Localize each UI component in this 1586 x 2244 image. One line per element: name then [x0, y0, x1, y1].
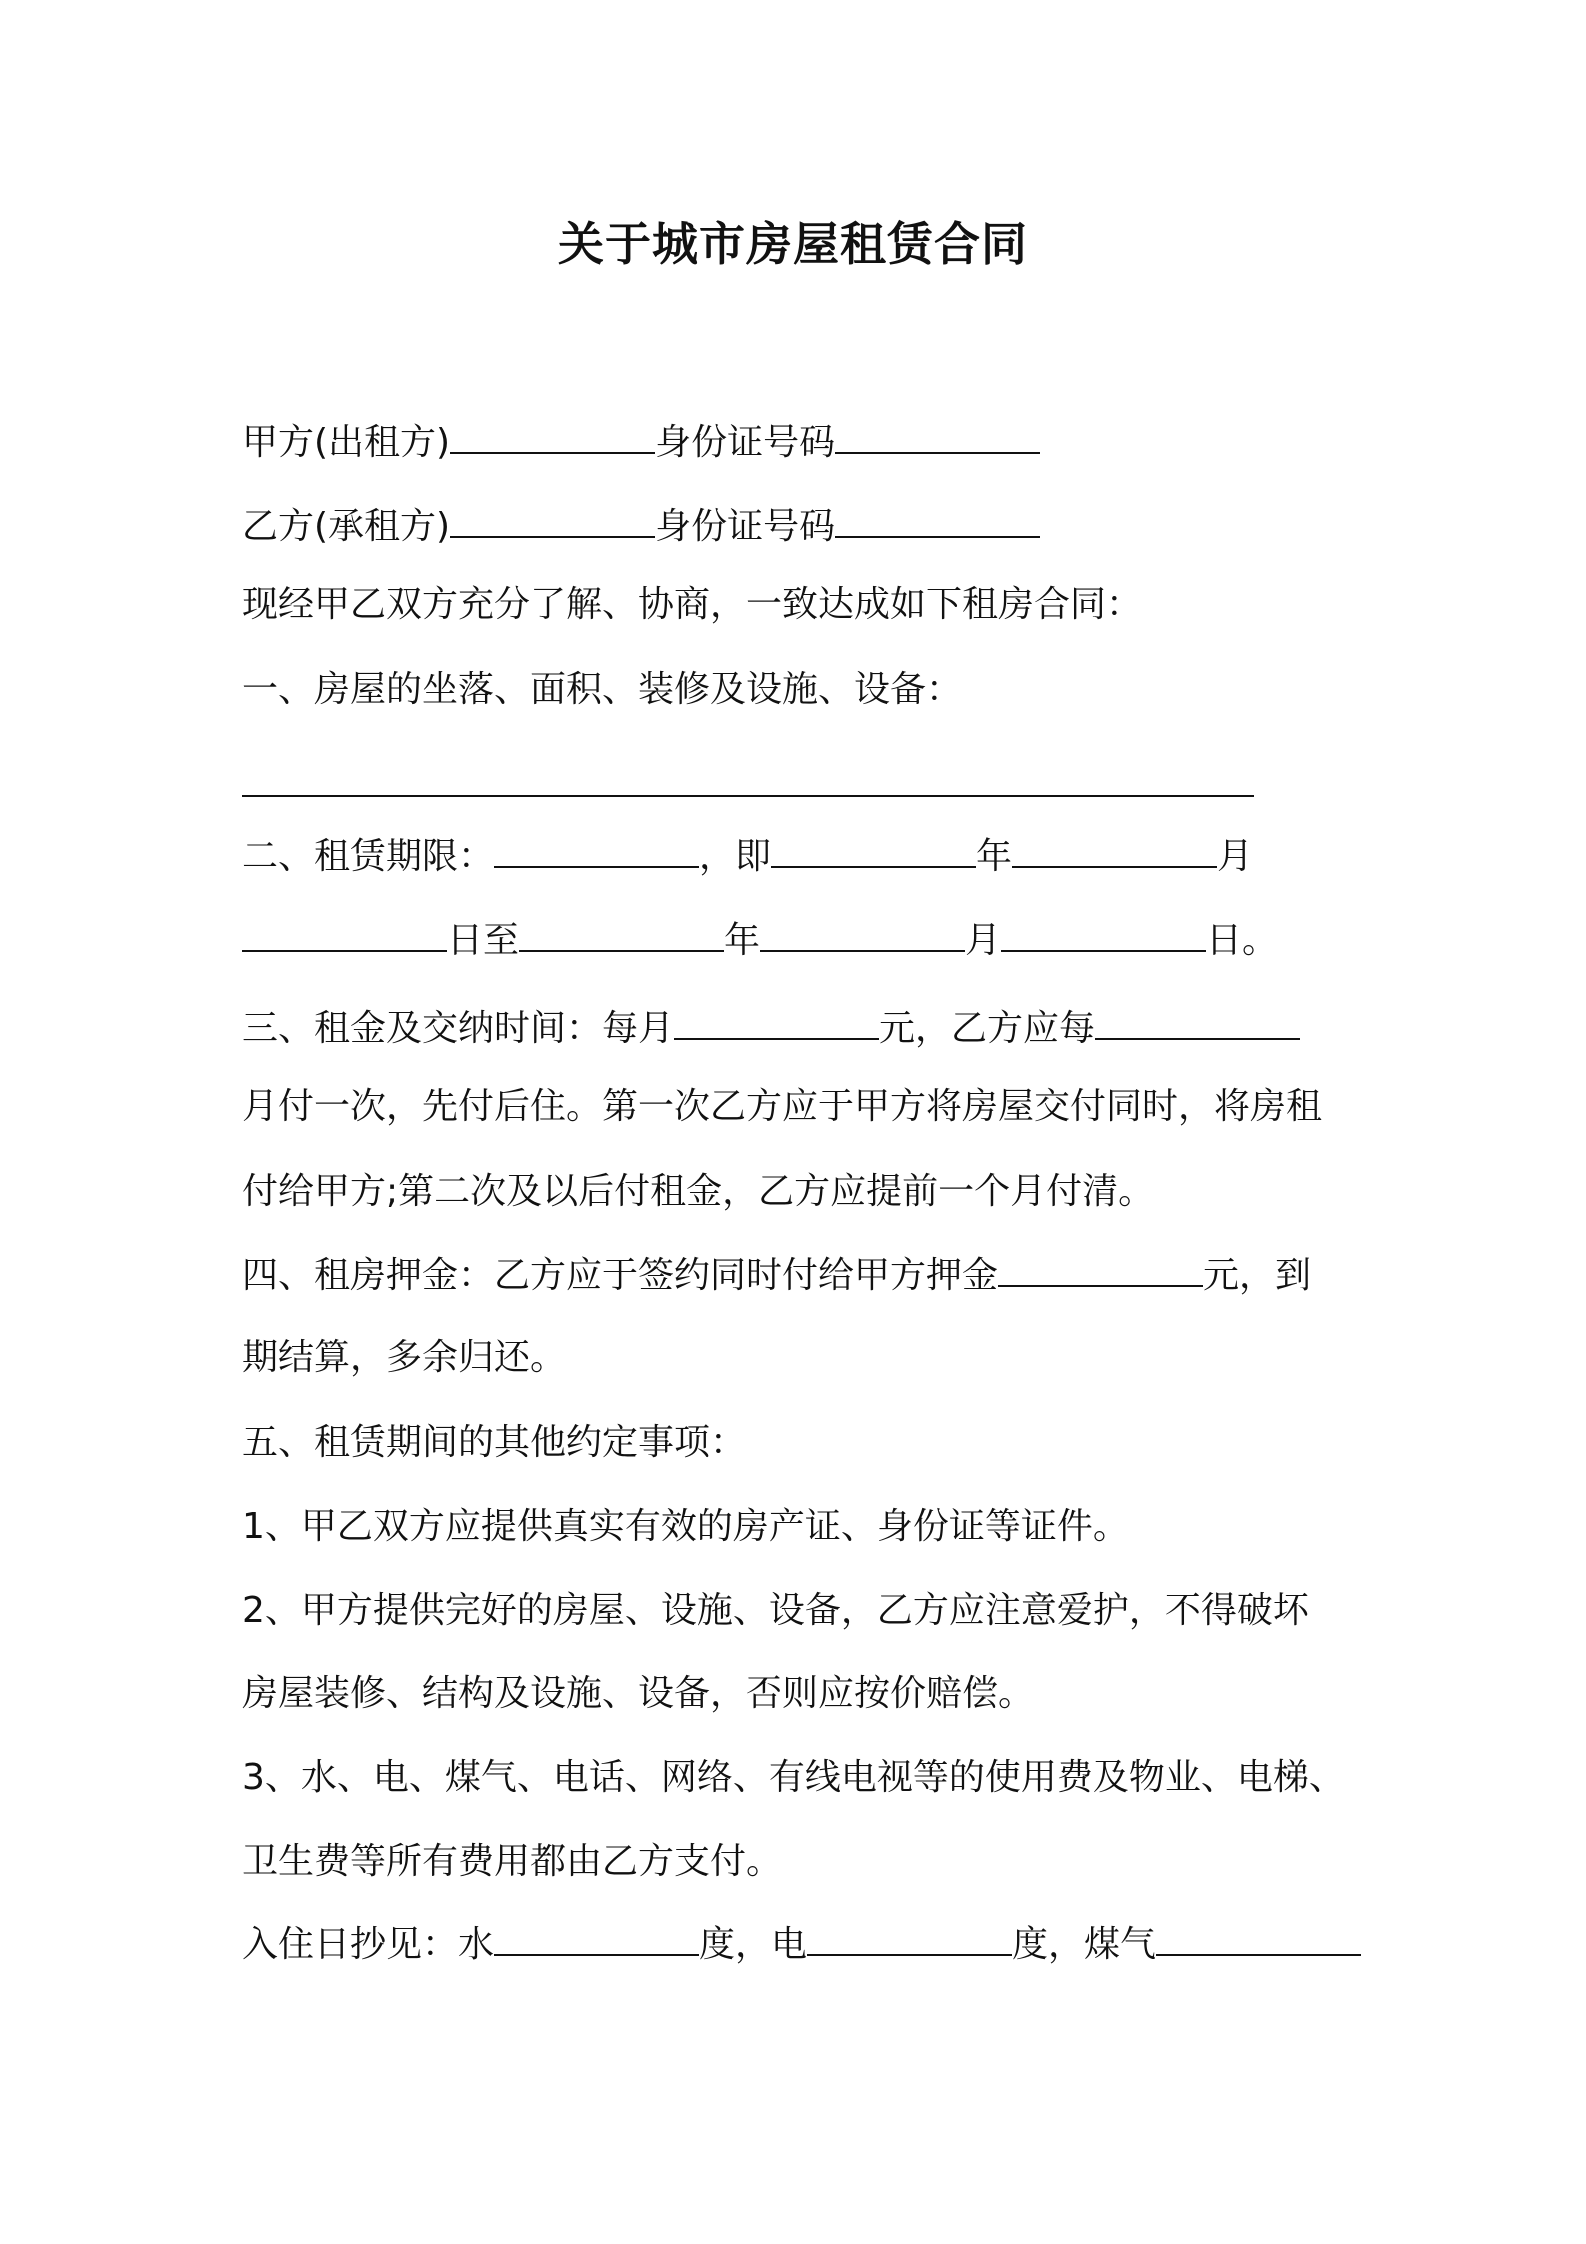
water-reading-blank [494, 1920, 699, 1956]
section4-line1 [242, 1251, 1311, 1301]
document-title: 关于城市房屋租赁合同 [558, 217, 1028, 271]
party-b-line [242, 502, 1040, 552]
end-month-blank [760, 916, 965, 952]
meter-reading-line [242, 1920, 1361, 1970]
section3-yuan: 元，乙方应每 [879, 1008, 1096, 1049]
party-a-name-blank [450, 418, 655, 454]
section2-ji: ，即 [699, 836, 772, 877]
section2-lead: 二、租赁期限： [242, 836, 495, 877]
section2-line1 [242, 832, 1253, 882]
end-day-blank [1001, 916, 1206, 952]
section5-item3-line2: 卫生费等所有费用都由乙方支付。 [242, 1841, 783, 1882]
section2-line2 [242, 916, 1278, 966]
section2-ri-zhi: 日至 [447, 920, 520, 961]
party-b-id-blank [835, 502, 1040, 538]
section2-yue-2: 月 [965, 920, 1002, 961]
monthly-rent-blank [674, 1004, 879, 1040]
section3-line2: 月付一次，先付后住。第一次乙方应于甲方将房屋交付同时，将房租 [242, 1086, 1323, 1127]
section4-lead: 四、租房押金：乙方应于签约同时付给甲方押金 [242, 1255, 999, 1296]
section3-line1 [242, 1004, 1300, 1054]
section5-item3-line1: 3、水、电、煤气、电话、网络、有线电视等的使用费及物业、电梯、 [242, 1757, 1345, 1798]
end-year-blank [519, 916, 724, 952]
party-b-label: 乙方(承租方) [242, 506, 451, 547]
property-details-blank [242, 795, 1254, 797]
party-a-id-label: 身份证号码 [655, 422, 836, 463]
party-b-name-blank [450, 502, 655, 538]
section3-line3: 付给甲方;第二次及以后付租金，乙方应提前一个月付清。 [242, 1171, 1155, 1212]
section2-nian-2: 年 [724, 920, 761, 961]
lease-term-blank [494, 832, 699, 868]
start-day-blank [242, 916, 447, 952]
section3-lead: 三、租金及交纳时间：每月 [242, 1008, 675, 1049]
section5-item1: 1、甲乙双方应提供真实有效的房产证、身份证等证件。 [242, 1506, 1129, 1547]
section5-heading: 五、租赁期间的其他约定事项： [242, 1422, 747, 1463]
meter-du-dian: 度，电 [699, 1924, 808, 1965]
intro-text: 现经甲乙双方充分了解、协商，一致达成如下租房合同： [242, 584, 1143, 625]
start-month-blank [1012, 832, 1217, 868]
section4-line2: 期结算，多余归还。 [242, 1337, 567, 1378]
section4-yuan-dao: 元，到 [1203, 1255, 1312, 1296]
meter-du-meiqi: 度，煤气 [1012, 1924, 1157, 1965]
party-a-id-blank [835, 418, 1040, 454]
section2-nian: 年 [976, 836, 1013, 877]
party-a-label: 甲方(出租方) [242, 422, 451, 463]
party-a-line [242, 418, 1040, 468]
gas-reading-blank [1156, 1920, 1361, 1956]
section5-item2-line1: 2、甲方提供完好的房屋、设施、设备，乙方应注意爱护，不得破坏 [242, 1590, 1309, 1631]
section5-item2-line2: 房屋装修、结构及设施、设备，否则应按价赔偿。 [242, 1673, 1035, 1714]
deposit-blank [998, 1251, 1203, 1287]
payment-interval-blank [1095, 1004, 1300, 1040]
section1-heading: 一、房屋的坐落、面积、装修及设施、设备： [242, 669, 963, 710]
meter-lead: 入住日抄见：水 [242, 1924, 495, 1965]
electricity-reading-blank [807, 1920, 1012, 1956]
section2-yue: 月 [1217, 836, 1254, 877]
party-b-id-label: 身份证号码 [655, 506, 836, 547]
section2-ri-end: 日。 [1206, 920, 1279, 961]
start-year-blank [771, 832, 976, 868]
